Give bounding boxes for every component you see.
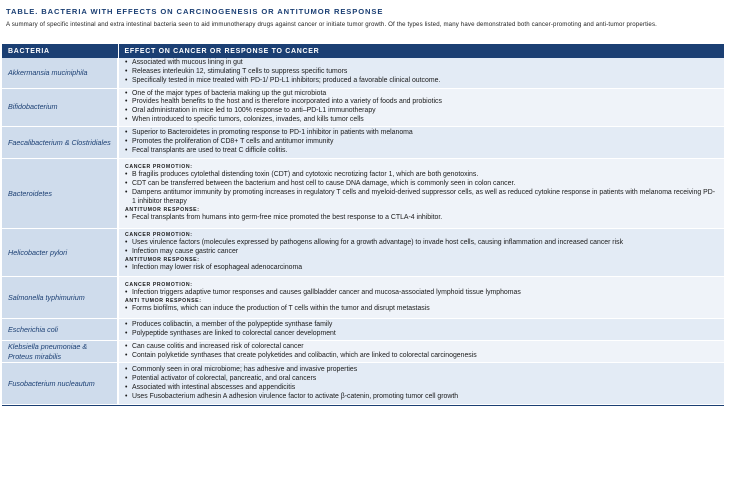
section-label: CANCER PROMOTION: <box>125 281 193 288</box>
effect-cell <box>118 229 724 277</box>
effect-item: • Uses Fusobacterium adhesin A adhesion virulence factor to activate β-catenin, promoting tumor cell growth <box>125 393 718 402</box>
effect-item: • B fragilis produces cytolethal distending toxin (CDT) and cytotoxic necrotizing factor 1, which are both genotoxins. <box>125 171 718 180</box>
table-row <box>2 319 724 341</box>
table-row <box>2 363 724 405</box>
table-row <box>2 159 724 229</box>
header-bacteria: BACTERIA <box>2 44 118 58</box>
bacteria-name: Bifidobacterium <box>2 88 118 127</box>
effect-item: • Promotes the proliferation of CD8+ T cells and antitumor immunity <box>125 138 718 147</box>
effect-list <box>125 289 718 298</box>
bacteria-name: Helicobacter pylori <box>2 229 118 277</box>
effect-item: • Can cause colitis and increased risk of colorectal cancer <box>125 343 718 352</box>
effect-item: • When introduced to specific tumors, colonizes, invades, and kills tumor cells <box>125 116 718 125</box>
section-label: ANTITUMOR RESPONSE: <box>125 206 200 213</box>
effect-cell <box>118 159 724 229</box>
effect-item: • Superior to Bacteroidetes in promoting response to PD-1 inhibitor in patients with melanoma <box>125 129 718 138</box>
effect-list <box>125 214 718 223</box>
table-figure <box>2 5 727 406</box>
header-effect: EFFECT ON CANCER OR RESPONSE TO CANCER <box>118 44 724 58</box>
effect-item: • Infection may lower risk of esophageal adenocarcinoma <box>125 264 718 273</box>
effect-item: • Produces colibactin, a member of the polypeptide synthase family <box>125 321 718 330</box>
table-title <box>6 5 727 19</box>
effect-list <box>125 366 718 402</box>
effect-item: • Provides health benefits to the host and is therefore incorporated into a variety of foods and probiotics <box>125 98 718 107</box>
bacteria-table <box>2 44 724 405</box>
table-row <box>2 341 724 363</box>
effect-item: • Fecal transplants from humans into germ-free mice promoted the best response to a CTLA-4 inhibitor. <box>125 214 718 223</box>
table-body <box>2 58 724 405</box>
bacteria-name: Fusobacterium nucleautum <box>2 363 118 405</box>
effect-item: • Releases interleukin 12, stimulating T cells to suppress specific tumors <box>125 68 718 77</box>
effect-list <box>125 264 718 273</box>
effect-cell <box>118 277 724 319</box>
effect-item: • Dampens antitumor immunity by promoting increases in regulatory T cells and myeloid-derived suppressor cells, as well as reduced cytokine response in patients with melanoma receiving PD-1 inhibitor therapy <box>125 189 718 207</box>
bacteria-name: Klebsiella pneumoniae & Proteus mirabilis <box>2 341 118 363</box>
effect-item: • Specifically tested in mice treated with PD-1/ PD-L1 inhibitors; produced a favorable clinical outcome. <box>125 77 718 86</box>
table-caption: A summary of specific intestinal and extra intestinal bacteria seen to aid immunotherapy drugs against cancer or initiate tumor growth. Of the types listed, many have demonstrated both cancer-promoting and anti-tumor properties. <box>6 21 657 28</box>
effect-list <box>125 59 718 86</box>
effect-item: • Contain polyketide synthases that create polyketides and colibactin, which are linked to colorectal carcinogenesis <box>125 352 718 361</box>
section-label: CANCER PROMOTION: <box>125 164 193 171</box>
effect-item: • Commonly seen in oral microbiome; has adhesive and invasive properties <box>125 366 718 375</box>
effect-cell <box>118 319 724 341</box>
bacteria-name: Faecalibacterium & Clostridiales <box>2 127 118 159</box>
effect-cell <box>118 363 724 405</box>
effect-list <box>125 90 718 126</box>
section-label: ANTI TUMOR RESPONSE: <box>125 297 202 304</box>
effect-item: • Uses virulence factors (molecules expressed by pathogens allowing for a growth advantage) to invade host cells, causing inflammation and increased cancer risk <box>125 239 718 248</box>
section-label: ANTITUMOR RESPONSE: <box>125 257 200 264</box>
table-title-label: TABLE. <box>6 7 39 16</box>
effect-list <box>125 321 718 339</box>
effect-item: • Oral administration in mice led to 100% response to anti–PD-L1 immunotherapy <box>125 107 718 116</box>
effect-item: • Potential activator of colorectal, pancreatic, and oral cancers <box>125 375 718 384</box>
table-header-row <box>2 44 724 58</box>
effect-item: • Associated with intestinal abscesses and appendicitis <box>125 384 718 393</box>
table-title-text: BACTERIA WITH EFFECTS ON CARCINOGENESIS OR ANTITUMOR RESPONSE <box>41 7 384 16</box>
table-row <box>2 88 724 127</box>
effect-item: • Infection may cause gastric cancer <box>125 248 718 257</box>
effect-cell <box>118 58 724 88</box>
effect-item: • Polypeptide synthases are linked to colorectal cancer development <box>125 330 718 339</box>
effect-item: • Fecal transplants are used to treat C difficile colitis. <box>125 147 718 156</box>
effect-list <box>125 343 718 361</box>
effect-item: • CDT can be transferred between the bacterium and host cell to cause DNA damage, which is commonly seen in colon cancer. <box>125 180 718 189</box>
bacteria-name: Escherichia coli <box>2 319 118 341</box>
table-row <box>2 58 724 88</box>
table-row <box>2 229 724 277</box>
effect-list <box>125 129 718 156</box>
effect-item: • One of the major types of bacteria making up the gut microbiota <box>125 90 718 99</box>
effect-cell <box>118 88 724 127</box>
effect-list <box>125 171 718 207</box>
bacteria-name: Bacteroidetes <box>2 159 118 229</box>
table-row <box>2 277 724 319</box>
effect-cell <box>118 127 724 159</box>
bacteria-name: Akkermansia muciniphila <box>2 58 118 88</box>
section-label: CANCER PROMOTION: <box>125 232 193 239</box>
bacteria-name: Salmonella typhimurium <box>2 277 118 319</box>
effect-list <box>125 239 718 257</box>
effect-cell <box>118 341 724 363</box>
effect-item: • Associated with mucous lining in gut <box>125 59 718 68</box>
table-bottom-rule <box>2 405 724 406</box>
table-row <box>2 127 724 159</box>
effect-list <box>125 305 718 314</box>
effect-item: • Infection triggers adaptive tumor responses and causes gallbladder cancer and mucosa-associated lymphoid tissue lymphomas <box>125 289 718 298</box>
effect-item: • Forms biofilms, which can induce the production of T cells within the tumor and disrupt metastasis <box>125 305 718 314</box>
